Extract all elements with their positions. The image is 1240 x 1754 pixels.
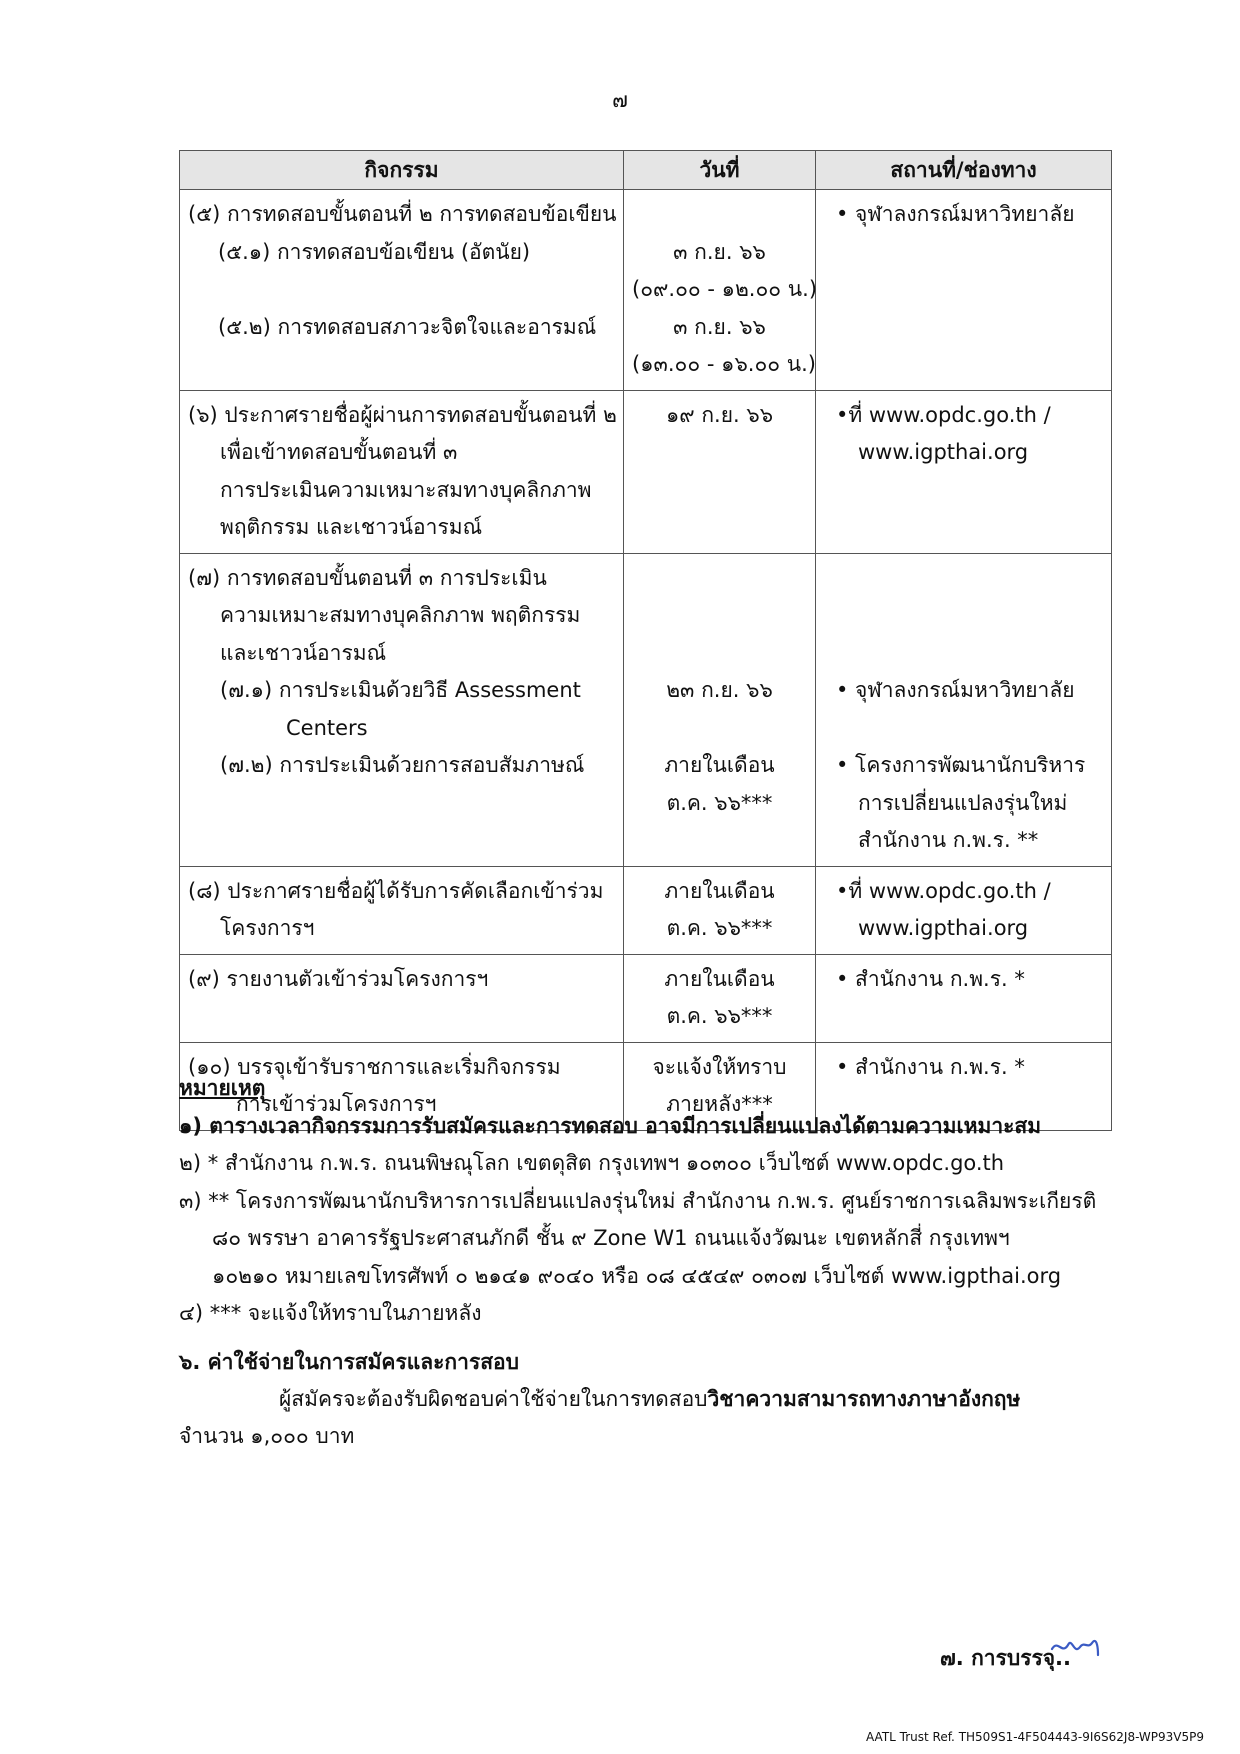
activity-text: (๙) รายงานตัวเข้าร่วมโครงการฯ	[188, 966, 489, 991]
activity-sub-text: (๕.๒) การทดสอบสภาวะจิตใจและอารมณ์	[218, 314, 597, 339]
place-cell	[816, 866, 1112, 954]
activity-sub-text: Centers	[286, 715, 368, 740]
date-text: ภายหลัง***	[666, 1092, 773, 1116]
activity-text: (๗) การทดสอบขั้นตอนที่ ๓ การประเมิน	[188, 565, 547, 590]
date-cell	[624, 553, 816, 866]
activity-text: การเข้าร่วมโครงการฯ	[236, 1092, 437, 1116]
time-text: (๑๓.๐๐ - ๑๖.๐๐ น.)	[632, 352, 816, 376]
activity-text: (๘) ประกาศรายชื่อผู้ได้รับการคัดเลือกเข้าร่วม	[188, 878, 604, 903]
activity-cell	[180, 954, 624, 1042]
activity-cell	[180, 553, 624, 866]
date-text: ต.ค. ๖๖***	[666, 1004, 773, 1028]
section-paragraph	[179, 1381, 1119, 1418]
activity-text: พฤติกรรม และเชาวน์อารมณ์	[220, 515, 483, 539]
paragraph-bold-text: วิชาความสามารถทางภาษาอังกฤษ	[707, 1387, 1021, 1411]
activity-sub-text: (๗.๑) การประเมินด้วยวิธี Assessment	[220, 678, 581, 702]
place-text: สำนักงาน ก.พ.ร. **	[858, 828, 1039, 852]
activity-sub-text: (๗.๒) การประเมินด้วยการสอบสัมภาษณ์	[220, 753, 585, 777]
date-text: ๒๓ ก.ย. ๖๖	[666, 678, 773, 702]
note-item: ๑) ตารางเวลากิจกรรมการรับสมัครและการทดสอบ อาจมีการเปลี่ยนแปลงได้ตามความเหมาะสม	[179, 1113, 1042, 1138]
table-row	[180, 553, 1112, 866]
activity-text: (๑๐) บรรจุเข้ารับราชการและเริ่มกิจกรรม	[188, 1054, 561, 1079]
date-text: ต.ค. ๖๖***	[666, 790, 773, 815]
place-text: การเปลี่ยนแปลงรุ่นใหม่	[858, 790, 1068, 815]
date-cell	[624, 390, 816, 553]
date-text: ๑๙ ก.ย. ๖๖	[665, 402, 774, 427]
activity-text: และเชาวน์อารมณ์	[220, 640, 387, 665]
table-header-row	[180, 151, 1112, 190]
note-item-continued: ๘๐ พรรษา อาคารรัฐประศาสนภักดี ชั้น ๙ Zone W1 ถนนแจ้งวัฒนะ เขตหลักสี่ กรุงเทพฯ	[212, 1226, 1010, 1250]
date-text: ต.ค. ๖๖***	[666, 916, 773, 940]
paragraph-text: จำนวน ๑,๐๐๐ บาท	[179, 1424, 355, 1448]
activity-text: เพื่อเข้าทดสอบขั้นตอนที่ ๓	[220, 440, 458, 464]
date-cell	[624, 866, 816, 954]
note-item: ๔) *** จะแจ้งให้ทราบในภายหลัง	[179, 1301, 482, 1325]
trust-reference: AATL Trust Ref. TH509S1-4F504443-9I6S62J8-WP93V5P9	[866, 1730, 1205, 1744]
date-text: ภายในเดือน	[664, 878, 775, 903]
place-cell	[816, 190, 1112, 391]
signature-mark	[1048, 1625, 1102, 1665]
time-text: (๐๙.๐๐ - ๑๒.๐๐ น.)	[632, 277, 818, 301]
place-link-text: www.igpthai.org	[858, 440, 1029, 464]
date-cell	[624, 954, 816, 1042]
place-cell	[816, 954, 1112, 1042]
activity-text: โครงการฯ	[220, 916, 315, 940]
place-text: • โครงการพัฒนานักบริหาร	[836, 753, 1086, 777]
section-title: ๖. ค่าใช้จ่ายในการสมัครและการสอบ	[179, 1350, 519, 1374]
header-activity: กิจกรรม	[180, 151, 624, 190]
date-text: ภายในเดือน	[664, 966, 775, 991]
note-item: ๒) * สำนักงาน ก.พ.ร. ถนนพิษณุโลก เขตดุสิต กรุงเทพฯ ๑๐๓๐๐ เว็บไซต์ www.opdc.go.th	[179, 1151, 1005, 1175]
activity-sub-text: (๕.๑) การทดสอบข้อเขียน (อัตนัย)	[218, 239, 531, 264]
note-item-continued: ๑๐๒๑๐ หมายเลขโทรศัพท์ ๐ ๒๑๔๑ ๙๐๔๐ หรือ ๐๘ ๔๕๔๙ ๐๓๐๗ เว็บไซต์ www.igpthai.org	[212, 1263, 1062, 1288]
place-cell	[816, 553, 1112, 866]
header-place: สถานที่/ช่องทาง	[816, 151, 1112, 190]
activity-cell	[180, 866, 624, 954]
date-text: จะแจ้งให้ทราบ	[652, 1054, 787, 1079]
place-text: • จุฬาลงกรณ์มหาวิทยาลัย	[836, 678, 1075, 702]
date-text: ภายในเดือน	[664, 753, 775, 777]
place-cell	[816, 390, 1112, 553]
table-row	[180, 866, 1112, 954]
place-link-text: www.igpthai.org	[858, 916, 1029, 940]
note-item: ๓) ** โครงการพัฒนานักบริหารการเปลี่ยนแปลงรุ่นใหม่ สำนักงาน ก.พ.ร. ศูนย์ราชการเฉลิมพระเกียรติ	[179, 1188, 1097, 1213]
notes-title: หมายเหตุ	[179, 1076, 266, 1100]
table-row	[180, 954, 1112, 1042]
schedule-table	[179, 150, 1112, 1131]
place-text: • สำนักงาน ก.พ.ร. *	[836, 966, 1025, 991]
activity-text: (๖) ประกาศรายชื่อผู้ผ่านการทดสอบขั้นตอนที่ ๒	[188, 402, 617, 427]
activity-text: การประเมินความเหมาะสมทางบุคลิกภาพ	[220, 477, 592, 502]
header-date: วันที่	[624, 151, 816, 190]
place-text: • สำนักงาน ก.พ.ร. *	[836, 1054, 1025, 1079]
section-expenses	[179, 1344, 1119, 1455]
activity-cell	[180, 190, 624, 391]
paragraph-text: ผู้สมัครจะต้องรับผิดชอบค่าใช้จ่ายในการทดสอบ	[279, 1387, 708, 1411]
date-text: ๓ ก.ย. ๖๖	[673, 314, 766, 339]
table-row	[180, 190, 1112, 391]
notes-section	[179, 1070, 1119, 1333]
date-cell	[624, 190, 816, 391]
date-text: ๓ ก.ย. ๖๖	[673, 239, 766, 264]
activity-text: ความเหมาะสมทางบุคลิกภาพ พฤติกรรม	[220, 603, 581, 627]
next-section-label: ๗. การบรรจุ..	[940, 1646, 1072, 1670]
table-row	[180, 390, 1112, 553]
place-text: •ที่ www.opdc.go.th /	[836, 878, 1051, 903]
page-number: ๗	[612, 88, 628, 112]
activity-text: (๕) การทดสอบขั้นตอนที่ ๒ การทดสอบข้อเขียน	[188, 202, 617, 226]
activity-cell	[180, 390, 624, 553]
place-text: • จุฬาลงกรณ์มหาวิทยาลัย	[836, 202, 1075, 226]
place-text: •ที่ www.opdc.go.th /	[836, 402, 1051, 427]
